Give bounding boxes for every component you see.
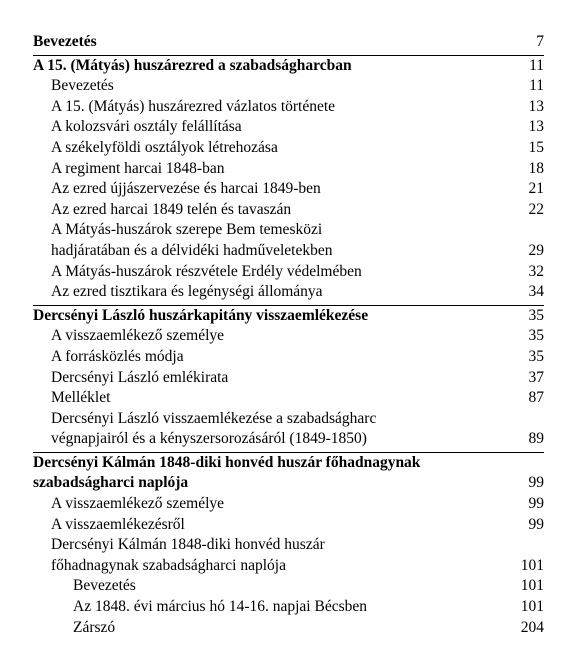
toc-entry-title: Dercsényi László huszárkapitány visszaemlékezése xyxy=(33,306,369,324)
toc-entry xyxy=(33,262,544,283)
toc-page-number: 34 xyxy=(528,283,544,301)
toc-page-number: 21 xyxy=(528,180,544,198)
toc-page-number: 13 xyxy=(528,97,544,115)
toc-section-entry xyxy=(33,32,544,53)
toc-entry xyxy=(33,76,544,97)
toc-page-number: 18 xyxy=(528,159,544,177)
toc-entry xyxy=(33,388,544,409)
toc-entry-title: Az ezred harcai 1849 telén és tavaszán xyxy=(51,200,292,218)
toc-entry-title: A visszaemlékező személye xyxy=(51,327,225,345)
toc-page-number: 32 xyxy=(528,262,544,280)
toc-page-number: 101 xyxy=(520,577,544,595)
toc-entry xyxy=(33,535,544,576)
toc-entry-title: A Mátyás-huszárok részvétele Erdély védelmében xyxy=(51,262,362,280)
toc-entry-title: Bevezetés xyxy=(33,33,97,50)
toc-entry xyxy=(33,97,544,118)
toc-page-number: 37 xyxy=(528,368,544,386)
toc-entry xyxy=(33,200,544,221)
toc-entry-title: A székelyföldi osztályok létrehozása xyxy=(51,138,278,156)
toc-page-number: 99 xyxy=(528,495,544,513)
toc-page-number: 101 xyxy=(520,598,544,616)
toc-section-entry xyxy=(33,453,544,494)
toc-entry-title: Az 1848. évi március hó 14-16. napjai Bécsben xyxy=(73,598,367,616)
toc-page-number: 204 xyxy=(520,618,544,636)
toc-section-entry xyxy=(33,56,544,77)
toc-entry-title: Az ezred újjászervezése és harcai 1849-ben xyxy=(51,180,321,198)
toc-entry-title: Dercsényi László emlékirata xyxy=(51,368,229,386)
toc-section-entry xyxy=(33,306,544,327)
toc-entry xyxy=(33,159,544,180)
toc-page-number: 35 xyxy=(528,327,544,345)
toc-page-number: 11 xyxy=(529,56,544,74)
toc-page-number: 22 xyxy=(528,200,544,218)
toc-page-number: 87 xyxy=(528,389,544,407)
toc-entry xyxy=(33,282,544,303)
toc-entry-title: Bevezetés xyxy=(51,77,114,95)
toc-page-number: 99 xyxy=(528,515,544,533)
toc-entry-title: A 15. (Mátyás) huszárezred vázlatos története xyxy=(51,97,336,115)
toc-entry-title: Dercsényi Kálmán 1848-diki honvéd huszár főhadnagynak szabadságharci naplója xyxy=(51,536,325,574)
toc-entry-title: Zárszó xyxy=(73,618,116,636)
toc-entry-title: A Mátyás-huszárok szerepe Bem temesközi hadjáratában és a délvidéki hadműveletekben xyxy=(51,221,333,259)
toc-entry-title: Melléklet xyxy=(51,389,111,407)
toc-entry-title: A visszaemlékező személye xyxy=(51,495,225,513)
toc-entry xyxy=(33,138,544,159)
toc-entry xyxy=(33,117,544,138)
toc-entry-title: Dercsényi László visszaemlékezése a szabadságharc végnapjairól és a kényszersorozásáról (1849-1850) xyxy=(51,409,377,448)
toc-entry xyxy=(33,515,544,536)
toc-entry xyxy=(33,618,544,639)
toc-page-number: 11 xyxy=(529,77,544,95)
table-of-contents xyxy=(33,32,544,638)
toc-entry-title: Az ezred tisztikara és legénységi állománya xyxy=(51,283,323,301)
toc-page-number: 89 xyxy=(528,430,544,448)
toc-entry xyxy=(33,220,544,261)
toc-entry xyxy=(33,597,544,618)
toc-entry-title: A 15. (Mátyás) huszárezred a szabadságharcban xyxy=(33,56,352,74)
toc-entry-title: A forrásközlés módja xyxy=(51,347,184,365)
toc-entry-title: Bevezetés xyxy=(73,577,136,595)
toc-page-number: 7 xyxy=(536,33,544,50)
toc-page-number: 13 xyxy=(528,118,544,136)
toc-entry xyxy=(33,179,544,200)
toc-page-number: 35 xyxy=(528,347,544,365)
toc-entry-title: A regiment harcai 1848-ban xyxy=(51,159,225,177)
toc-entry xyxy=(33,347,544,368)
toc-page-number: 35 xyxy=(528,306,544,324)
toc-entry xyxy=(33,576,544,597)
toc-entry xyxy=(33,494,544,515)
toc-page-number: 99 xyxy=(528,474,544,492)
toc-page-number: 29 xyxy=(528,241,544,259)
toc-entry xyxy=(33,409,544,450)
toc-entry xyxy=(33,368,544,389)
toc-page-number: 101 xyxy=(520,556,544,574)
toc-page-number: 15 xyxy=(528,138,544,156)
toc-entry xyxy=(33,326,544,347)
toc-entry-title: A visszaemlékezésről xyxy=(51,515,185,533)
toc-entry-title: A kolozsvári osztály felállítása xyxy=(51,118,242,136)
toc-entry-title: Dercsényi Kálmán 1848-diki honvéd huszár főhadnagynak szabadságharci naplója xyxy=(33,453,421,492)
